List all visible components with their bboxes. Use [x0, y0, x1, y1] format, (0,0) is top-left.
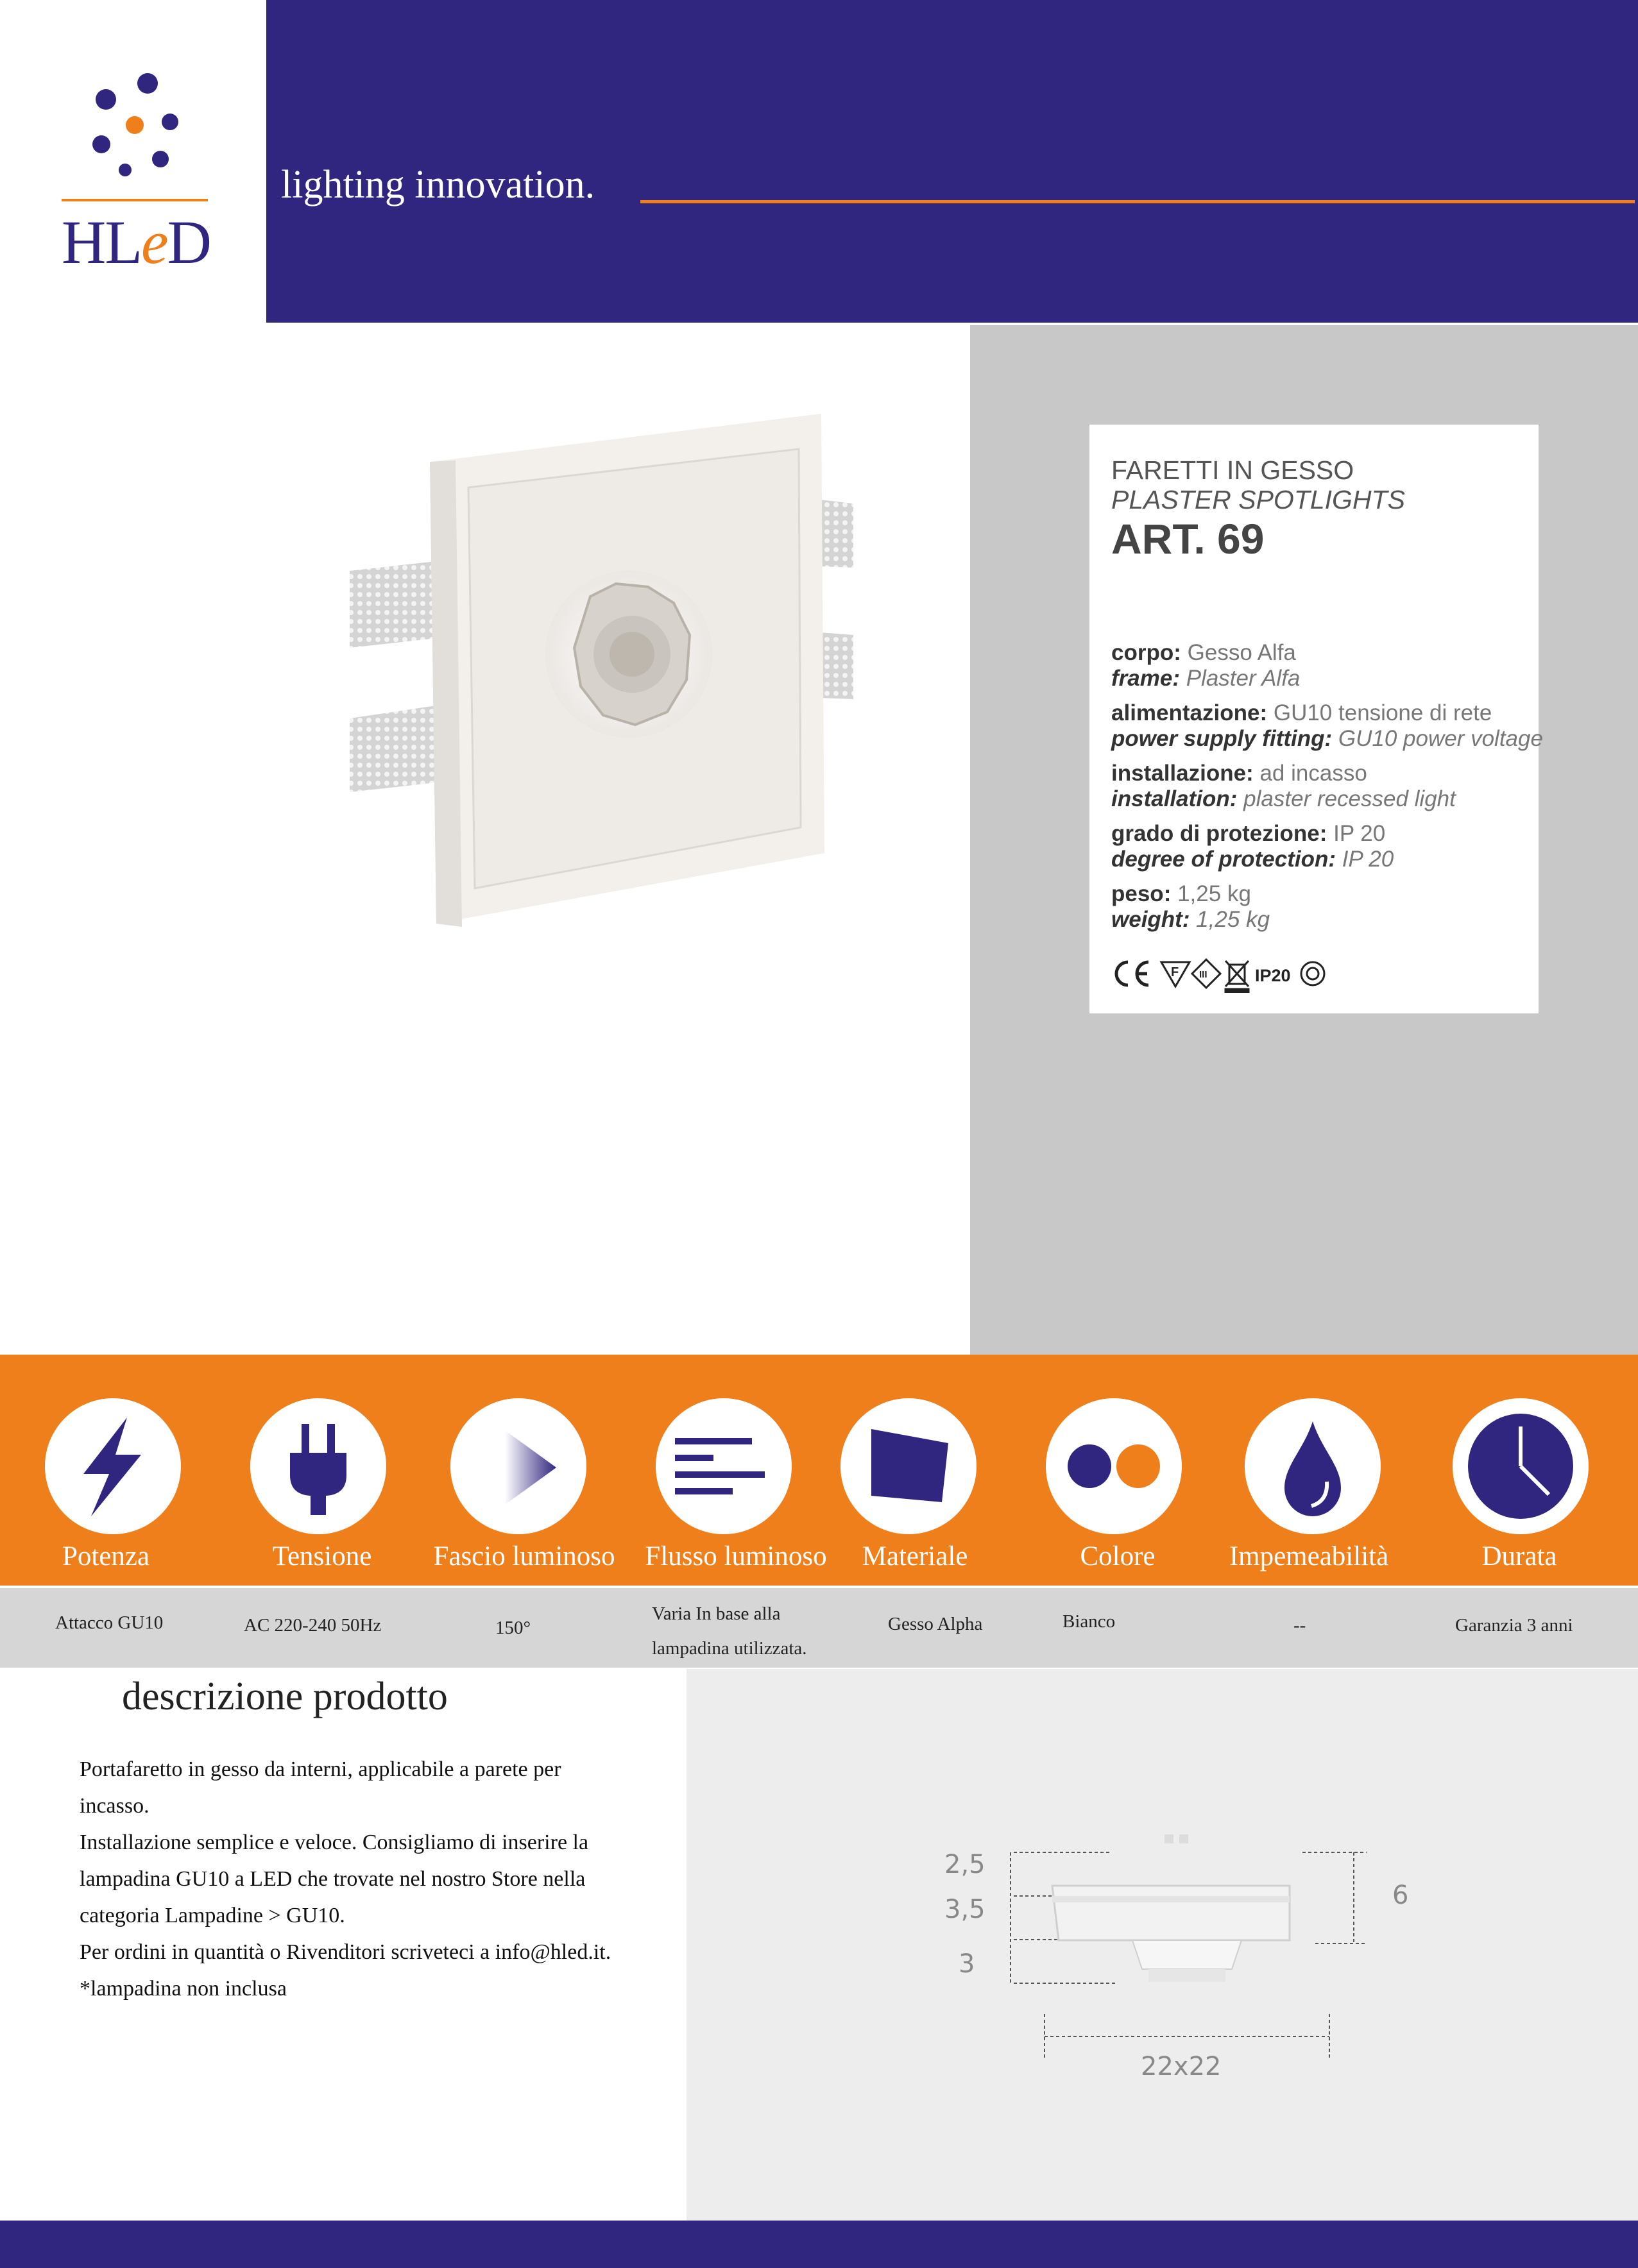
ip20-icon-text: IP20 — [1255, 966, 1291, 985]
clock-icon — [1453, 1398, 1589, 1534]
water-drop-icon — [1245, 1398, 1381, 1534]
dim-top-label: 2,5 — [944, 1850, 985, 1879]
svg-text:III: III — [1199, 969, 1207, 980]
spec-install-en: installation: plaster recessed light — [1111, 786, 1456, 811]
spec-frame-it: corpo: Gesso Alfa — [1111, 640, 1296, 665]
value-flusso-line2: lampadina utilizzata. — [652, 1638, 807, 1659]
header-band — [266, 0, 1638, 323]
material-shape-icon — [840, 1398, 977, 1534]
value-fascio: 150° — [495, 1618, 531, 1638]
feature-label-potenza: Potenza — [62, 1541, 150, 1571]
value-potenza: Attacco GU10 — [55, 1612, 164, 1633]
dim-width-label: 22x22 — [1141, 2052, 1222, 2081]
value-materiale: Gesso Alpha — [888, 1614, 983, 1634]
feature-label-fascio: Fascio luminoso — [433, 1541, 615, 1571]
logo-dots-icon — [77, 64, 218, 186]
weee-bin-icon — [1225, 961, 1249, 993]
value-colore: Bianco — [1062, 1611, 1116, 1632]
footer-band — [0, 2221, 1638, 2268]
category-en: PLASTER SPOTLIGHTS — [1111, 485, 1405, 514]
value-flusso-line1: Varia In base alla — [652, 1604, 781, 1624]
feature-potenza — [45, 1398, 181, 1534]
feature-label-tensione: Tensione — [272, 1541, 372, 1571]
feature-durata — [1453, 1398, 1589, 1534]
tagline-rule — [640, 200, 1635, 203]
feature-fascio — [450, 1398, 586, 1534]
spec-weight-en: weight: 1,25 kg — [1111, 907, 1270, 932]
article-number: ART. 69 — [1111, 515, 1265, 563]
feature-label-materiale: Materiale — [862, 1541, 968, 1571]
plug-icon — [250, 1398, 386, 1534]
svg-text:F: F — [1171, 965, 1179, 979]
logo-rule — [62, 199, 208, 201]
certification-icons — [1109, 954, 1352, 993]
tagline: lighting innovation. — [281, 163, 595, 207]
feature-colore — [1046, 1398, 1182, 1534]
description-line: Portafaretto in gesso da interni, applicabile a parete per — [80, 1757, 561, 1781]
description-title: descrizione prodotto — [122, 1675, 448, 1718]
value-durata: Garanzia 3 anni — [1455, 1615, 1573, 1636]
feature-materiale — [840, 1398, 977, 1534]
description-line: Per ordini in quantità o Rivenditori scriveteci a info@hled.it. — [80, 1940, 611, 1964]
dim-height-label: 6 — [1392, 1881, 1409, 1910]
dim-bottom-label: 3 — [959, 1949, 975, 1979]
feature-flusso — [656, 1398, 792, 1534]
dim-middle-label: 3,5 — [944, 1895, 985, 1924]
spec-card — [1089, 425, 1543, 1013]
ce-mark-icon — [1116, 962, 1148, 985]
feature-label-flusso: Flusso luminoso — [645, 1541, 827, 1571]
spec-frame-en: frame: Plaster Alfa — [1111, 666, 1301, 691]
description-line: Installazione semplice e veloce. Consigliamo di inserire la — [80, 1831, 589, 1854]
description-line: lampadina GU10 a LED che trovate nel nostro Store nella — [80, 1867, 586, 1891]
description-line: categoria Lampadine > GU10. — [80, 1904, 345, 1927]
value-impermeabilita: -- — [1293, 1615, 1306, 1636]
spec-power-it: alimentazione: GU10 tensione di rete — [1111, 700, 1492, 725]
f-mark-icon — [1161, 962, 1190, 986]
flux-lines-icon — [656, 1398, 792, 1534]
ik-rating-icon — [1301, 962, 1324, 985]
spec-protection-it: grado di protezione: IP 20 — [1111, 821, 1386, 846]
feature-label-durata: Durata — [1481, 1541, 1557, 1571]
spec-install-it: installazione: ad incasso — [1111, 761, 1367, 786]
lightning-icon — [45, 1398, 181, 1534]
feature-tensione — [250, 1398, 386, 1534]
feature-label-impermeabilita: Impemeabilità — [1229, 1541, 1389, 1571]
spec-power-en: power supply fitting: GU10 power voltage — [1111, 726, 1543, 751]
value-tensione: AC 220-240 50Hz — [244, 1615, 382, 1636]
description-body — [80, 1751, 657, 2007]
description-line: *lampadina non inclusa — [80, 1977, 287, 2001]
feature-label-colore: Colore — [1080, 1541, 1156, 1571]
color-dots-icon — [1046, 1398, 1182, 1534]
brand-logo: HLeD — [62, 208, 210, 276]
beam-cone-icon — [450, 1398, 586, 1534]
class-iii-icon — [1192, 960, 1220, 988]
category-it: FARETTI IN GESSO — [1111, 455, 1354, 485]
spec-protection-en: degree of protection: IP 20 — [1111, 847, 1394, 872]
spec-weight-it: peso: 1,25 kg — [1111, 881, 1251, 906]
feature-impermeabilita — [1245, 1398, 1381, 1534]
ip20-icon — [1255, 966, 1291, 985]
dimension-drawing — [905, 1822, 1437, 2091]
description-line: incasso. — [80, 1794, 149, 1818]
product-photo — [346, 410, 879, 943]
